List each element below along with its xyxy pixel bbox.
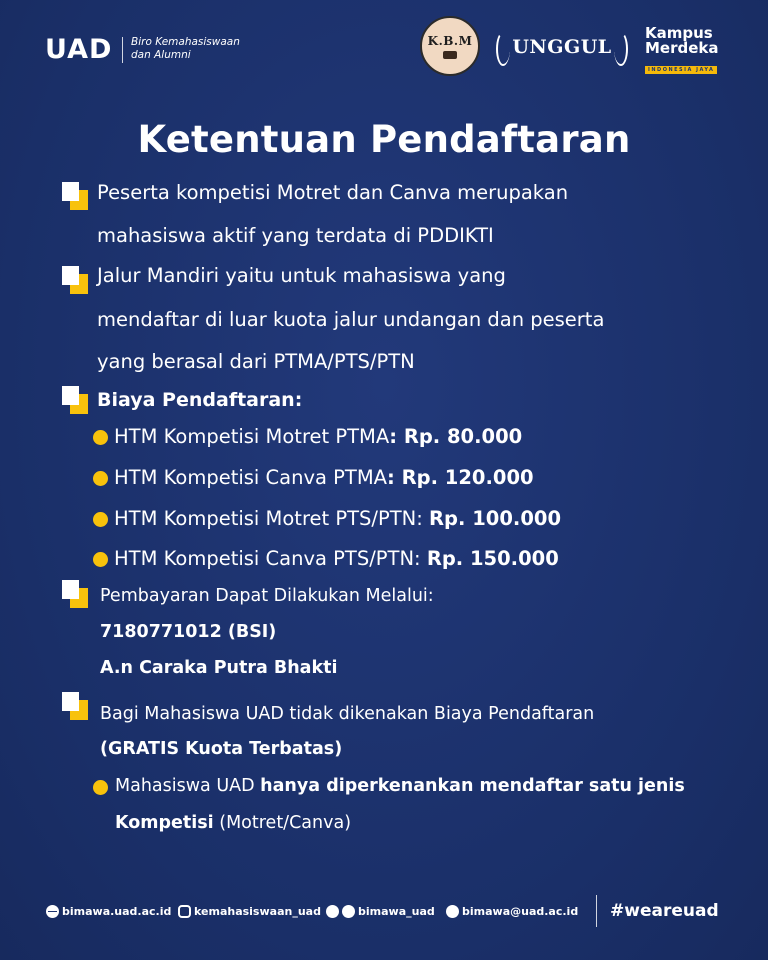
- org-line1: Biro Kemahasiswaan: [131, 36, 240, 48]
- fee-sep: :: [389, 425, 404, 448]
- fee-row: [114, 466, 534, 489]
- footer-instagram[interactable]: [178, 905, 321, 918]
- uad-note-c: Kompetisi: [115, 813, 214, 833]
- footer-social[interactable]: [326, 905, 435, 918]
- uad-note-a: Mahasiswa UAD: [115, 776, 261, 796]
- fee-label: HTM Kompetisi Canva PTS/PTN:: [114, 547, 427, 570]
- square-bullet-icon: [62, 182, 92, 214]
- fee-price: Rp. 100.000: [429, 507, 562, 530]
- payment-heading: Pembayaran Dapat Dilakukan Melalui:: [100, 586, 434, 606]
- kbm-text: K.B.M: [427, 33, 473, 48]
- uad-note-b: hanya diperkenankan mendaftar satu jenis: [260, 776, 685, 796]
- x-icon: [342, 905, 355, 918]
- dot-bullet-icon: [93, 471, 108, 486]
- square-bullet-icon: [62, 266, 92, 298]
- logo-divider: [122, 37, 123, 63]
- globe-icon: [46, 905, 59, 918]
- uad-note-line1: [115, 776, 685, 796]
- footer-email-text: bimawa@uad.ac.id: [462, 905, 579, 918]
- uad-note-line2: [115, 813, 351, 833]
- item1-line1: Peserta kompetisi Motret dan Canva merupakan: [97, 181, 569, 204]
- fee-label: HTM Kompetisi Canva PTMA: [114, 466, 387, 489]
- fee-price: Rp. 120.000: [401, 466, 534, 489]
- payment-account: 7180771012 (BSI): [100, 622, 277, 642]
- uad-note-d: (Motret/Canva): [213, 813, 352, 833]
- org-name: [131, 36, 240, 62]
- uad-line2: (GRATIS Kuota Terbatas): [100, 739, 343, 759]
- unggul-text: UNGGUL: [512, 36, 612, 58]
- square-bullet-icon: [62, 386, 92, 418]
- instagram-icon: [178, 905, 191, 918]
- kampus-line1: Kampus: [645, 24, 713, 42]
- item2-line2: mendaftar di luar kuota jalur undangan dan peserta: [97, 308, 605, 331]
- footer-web[interactable]: [46, 905, 171, 918]
- accreditation-badge: [494, 20, 630, 76]
- item2-line3: yang berasal dari PTMA/PTS/PTN: [97, 350, 415, 373]
- footer-instagram-text: kemahasiswaan_uad: [194, 905, 321, 918]
- footer-social-text: bimawa_uad: [358, 905, 435, 918]
- footer-email[interactable]: [446, 905, 578, 918]
- page-title: Ketentuan Pendaftaran: [137, 118, 631, 161]
- fee-price: Rp. 80.000: [403, 425, 523, 448]
- footer-divider: [596, 895, 597, 927]
- fee-row: [114, 425, 522, 448]
- fees-heading: Biaya Pendaftaran:: [97, 389, 303, 411]
- item1-line2: mahasiswa aktif yang terdata di PDDIKTI: [97, 224, 494, 247]
- kampus-line2: Merdeka: [645, 39, 719, 57]
- tiktok-icon: [326, 905, 339, 918]
- dot-bullet-icon: [93, 780, 108, 795]
- fee-price: Rp. 150.000: [426, 547, 559, 570]
- fee-sep: :: [387, 466, 402, 489]
- kbm-emblem-icon: [443, 51, 457, 59]
- org-line2: dan Alumni: [131, 49, 191, 61]
- dot-bullet-icon: [93, 552, 108, 567]
- hashtag: #weareuad: [610, 901, 719, 921]
- kampus-tag: INDONESIA JAYA: [645, 66, 717, 74]
- kampus-merdeka-logo: [645, 26, 725, 72]
- uad-line1: Bagi Mahasiswa UAD tidak dikenakan Biaya Pendaftaran: [100, 704, 595, 724]
- uad-logo: UAD: [45, 34, 113, 65]
- fee-label: HTM Kompetisi Motret PTS/PTN:: [114, 507, 430, 530]
- header: [0, 0, 768, 100]
- dot-bullet-icon: [93, 430, 108, 445]
- square-bullet-icon: [62, 580, 92, 612]
- square-bullet-icon: [62, 692, 92, 724]
- fee-row: [114, 507, 561, 530]
- footer: [0, 890, 768, 936]
- footer-web-text: bimawa.uad.ac.id: [62, 905, 172, 918]
- fee-row: [114, 547, 559, 570]
- item2-line1: Jalur Mandiri yaitu untuk mahasiswa yang: [97, 264, 506, 287]
- kbm-logo: [420, 16, 480, 76]
- payment-holder: A.n Caraka Putra Bhakti: [100, 658, 338, 678]
- dot-bullet-icon: [93, 512, 108, 527]
- fee-label: HTM Kompetisi Motret PTMA: [114, 425, 390, 448]
- mail-icon: [446, 905, 459, 918]
